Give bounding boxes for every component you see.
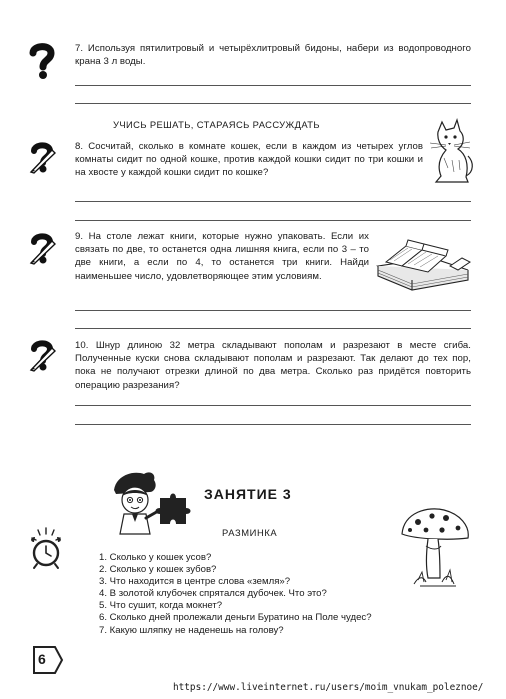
list-item: 7. Какую шляпку не наденешь на голову? (99, 624, 284, 636)
question-mark-icon (27, 42, 57, 80)
footer-url[interactable]: https://www.liveinternet.ru/users/moim_vnukam_poleznoe/ (173, 682, 484, 693)
warmup-question-list (99, 552, 372, 637)
answer-line (75, 220, 471, 221)
answer-line (75, 405, 471, 406)
puzzle-girl-illustration (110, 468, 194, 536)
answer-line (75, 328, 471, 329)
list-item: 3. Что находится в центре слова «земля»? (99, 576, 291, 588)
answer-line (75, 424, 471, 425)
task-9-text: 9. На столе лежат книги, которые нужно упаковать. Если их связать по две, то останется одна лишняя книга, если по 3 – то две книги, а если по 4, то останется три книги. Найди наименьшее число, удовлетворяющее этим условиям. (75, 231, 369, 282)
books-illustration (372, 236, 474, 298)
mushroom-illustration (398, 504, 472, 588)
page-number: 6 (38, 651, 46, 667)
cat-illustration (424, 118, 476, 186)
answer-line (75, 310, 471, 311)
list-item: 6. Сколько дней пролежали деньги Буратино на Поле чудес? (99, 612, 372, 624)
pen-question-icon (28, 142, 58, 174)
pen-question-icon (28, 340, 58, 372)
lesson-subtitle: РАЗМИНКА (222, 527, 278, 538)
list-item: 2. Сколько у кошек зубов? (99, 564, 217, 576)
answer-line (75, 201, 471, 202)
alarm-clock-icon (28, 526, 64, 570)
pen-question-icon (28, 233, 58, 265)
task-7-text: 7. Используя пятилитровый и четырёхлитровый бидоны, набери из водопроводного крана 3 л воды. (75, 43, 471, 68)
page-number-badge (31, 645, 65, 675)
task-10-text: 10. Шнур длиною 32 метра складывают пополам и разрезают в месте сгиба. Полученные куски снова складывают пополам и разрезают. Так делают до тех пор, пока не получают отрезки длиной по два метра. Сколько раз придётся повторить операцию разрезания? (75, 340, 471, 391)
answer-line (75, 103, 471, 104)
list-item: 5. Что сушит, когда мокнет? (99, 600, 223, 612)
list-item: 1. Сколько у кошек усов? (99, 552, 212, 563)
lesson-title: ЗАНЯТИЕ 3 (204, 486, 292, 502)
answer-line (75, 85, 471, 86)
section-heading: УЧИСЬ РЕШАТЬ, СТАРАЯСЬ РАССУЖДАТЬ (113, 119, 320, 130)
list-item: 4. В золотой клубочек спрятался дубочек. Что это? (99, 588, 327, 600)
task-8-text: 8. Сосчитай, сколько в комнате кошек, если в каждом из четырех углов комнаты сидит по одной кошке, против каждой кошки сидит по три кошки и на хвосте у каждой кошки сидит по кошке? (75, 141, 423, 179)
